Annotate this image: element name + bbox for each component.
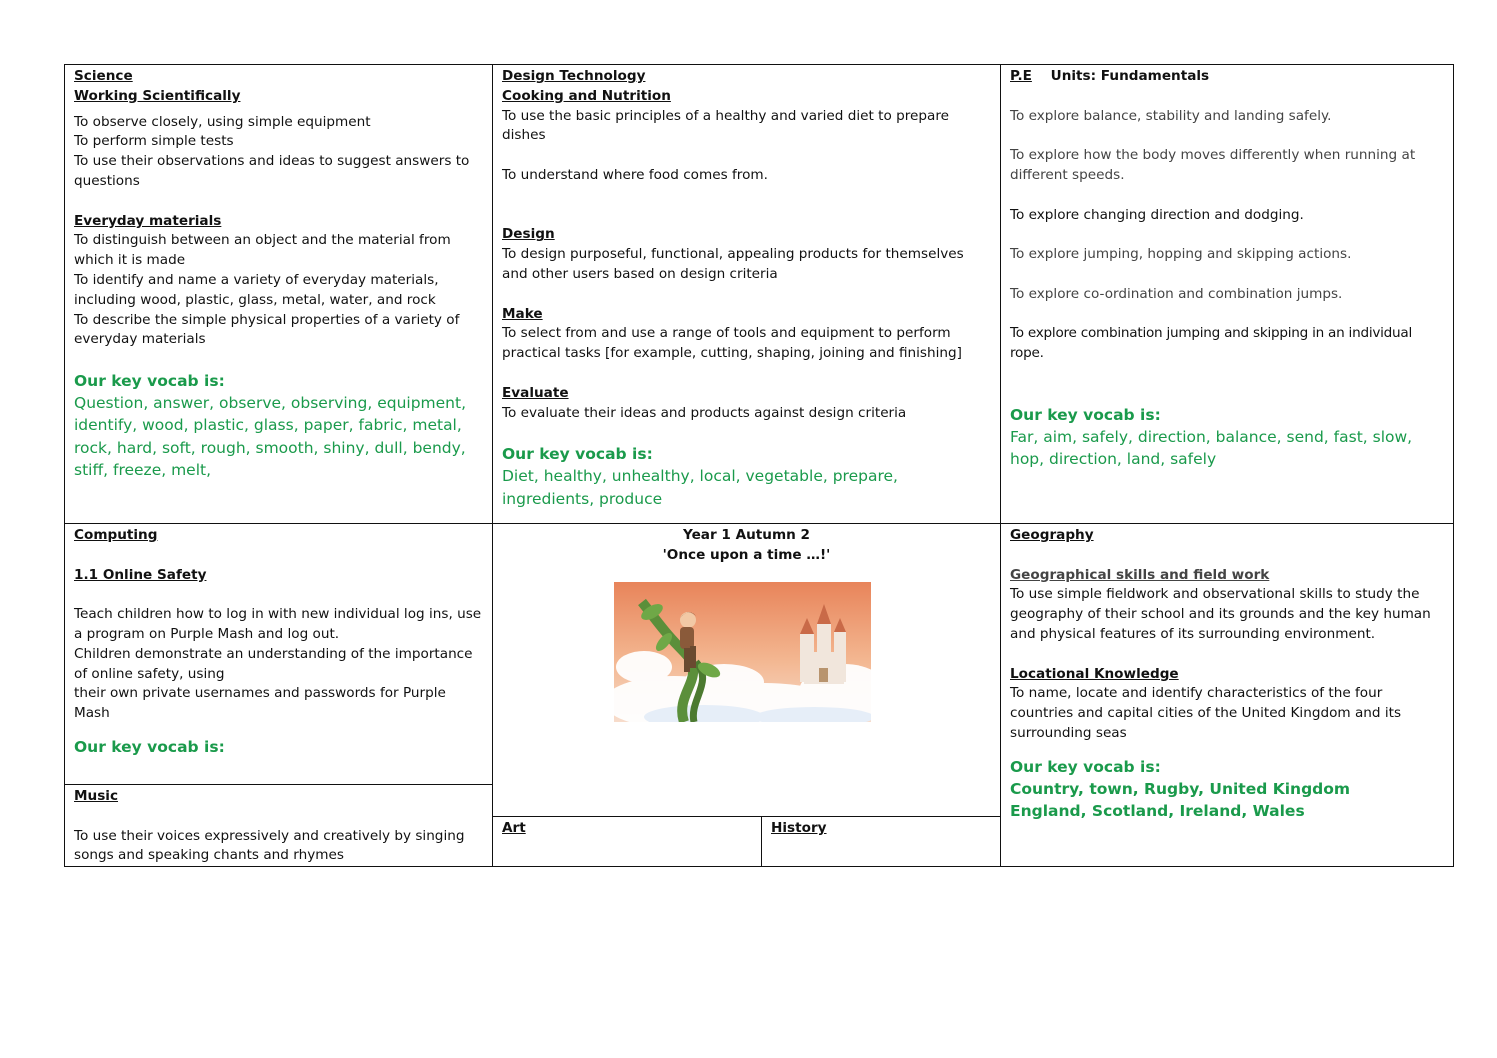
history-title: History (771, 820, 827, 836)
science-title: Science (74, 68, 133, 84)
science-materials-title: Everyday materials (74, 212, 222, 229)
pe-units: Units: Fundamentals (1050, 68, 1210, 84)
dt-line: To understand where food comes from. (502, 166, 768, 183)
music-title: Music (74, 788, 119, 804)
dt-make-title: Make (502, 305, 543, 322)
dt-make-text: To select from and use a range of tools and equipment to perform practical tasks [for example, cutting, shaping, joining and finishing] (502, 325, 962, 362)
dt-design-text: To design purposeful, functional, appealing products for themselves and other users based on design criteria (502, 246, 964, 282)
art-title: Art (502, 820, 526, 836)
geography-locational-title: Locational Knowledge (1010, 665, 1179, 682)
computing-vocab-heading: Our key vocab is: (74, 737, 225, 756)
pe-heading (1010, 67, 1444, 87)
geography-locational-text: To name, locate and identify characteristics of the four countries and capital cities of the United Kingdom and its surrounding seas (1010, 685, 1402, 741)
geography-title: Geography (1010, 527, 1094, 543)
beanstalk-illustration (614, 582, 871, 722)
history-cell (761, 816, 1000, 866)
science-subtitle: Working Scientifically (74, 87, 241, 104)
pe-vocab: Far, aim, safely, direction, balance, send, fast, slow, hop, direction, land, safely (1010, 427, 1413, 469)
science-materials-line: To describe the simple physical properties of a variety of everyday materials (74, 311, 460, 348)
computing-cell (65, 523, 492, 784)
pe-title: P.E (1010, 68, 1032, 84)
computing-line: Teach children how to log in with new individual log ins, use a program on Purple Mash and log out. (74, 606, 482, 642)
science-vocab-heading: Our key vocab is: (74, 371, 225, 390)
science-cell (65, 65, 492, 523)
art-cell (492, 816, 761, 866)
dt-design-title: Design (502, 226, 555, 243)
music-cell (65, 784, 492, 866)
science-vocab: Question, answer, observe, observing, equipment, identify, wood, plastic, glass, paper, fabric, metal, rock, hard, soft, rough, smooth, shiny, dull, bendy, stiff, freeze, melt, (74, 393, 466, 480)
pe-line: To explore changing direction and dodging. (1010, 206, 1304, 223)
pe-line: To explore co-ordination and combination jumps. (1010, 285, 1343, 302)
dt-vocab: Diet, healthy, unhealthy, local, vegetable, prepare, ingredients, produce (502, 467, 898, 508)
computing-line: their own private usernames and passwords for Purple Mash (74, 685, 446, 722)
dt-vocab-heading: Our key vocab is: (502, 445, 653, 464)
pe-line: To explore how the body moves differently when running at different speeds. (1010, 147, 1416, 183)
computing-line: Children demonstrate an understanding of the importance of online safety, using (74, 645, 473, 682)
design-technology-cell (492, 65, 1000, 523)
dt-line: To use the basic principles of a healthy and varied diet to prepare dishes (502, 107, 949, 144)
dt-subtitle: Cooking and Nutrition (502, 87, 671, 104)
dt-evaluate-title: Evaluate (502, 384, 569, 401)
dt-evaluate-text: To evaluate their ideas and products against design criteria (502, 404, 907, 421)
science-ws-line: To use their observations and ideas to suggest answers to questions (74, 153, 470, 189)
pe-line: To explore combination jumping and skipping in an individual rope. (1010, 325, 1413, 362)
pe-line: To explore balance, stability and landing safely. (1010, 107, 1332, 124)
science-materials-line: To identify and name a variety of everyday materials, including wood, plastic, glass, metal, water, and rock (74, 271, 439, 308)
music-text: To use their voices expressively and creatively by singing songs and speaking chants and rhymes (74, 827, 465, 864)
geography-vocab: Country, town, Rugby, United Kingdom (1010, 779, 1351, 798)
topic-overview-grid (64, 64, 1454, 867)
computing-title: Computing (74, 527, 158, 543)
computing-unit: 1.1 Online Safety (74, 566, 207, 583)
topic-year: Year 1 Autumn 2 (682, 527, 811, 543)
science-ws-line: To observe closely, using simple equipment (74, 113, 371, 130)
science-materials-line: To distinguish between an object and the material from which it is made (74, 232, 451, 269)
geography-vocab-heading: Our key vocab is: (1010, 757, 1161, 776)
dt-title: Design Technology (502, 68, 646, 84)
geography-skills-title: Geographical skills and field work (1010, 566, 1270, 583)
geography-cell (1000, 523, 1453, 866)
pe-vocab-heading: Our key vocab is: (1010, 405, 1161, 424)
geography-skills-text: To use simple fieldwork and observational skills to study the geography of their school and its grounds and the key human and physical features of its surrounding environment. (1010, 586, 1431, 642)
science-ws-line: To perform simple tests (74, 133, 234, 150)
topic-title: 'Once upon a time …!' (662, 546, 831, 563)
pe-cell (1000, 65, 1453, 523)
geography-vocab: England, Scotland, Ireland, Wales (1010, 802, 1305, 821)
pe-line: To explore jumping, hopping and skipping actions. (1010, 246, 1352, 263)
topic-cell (492, 523, 1000, 816)
